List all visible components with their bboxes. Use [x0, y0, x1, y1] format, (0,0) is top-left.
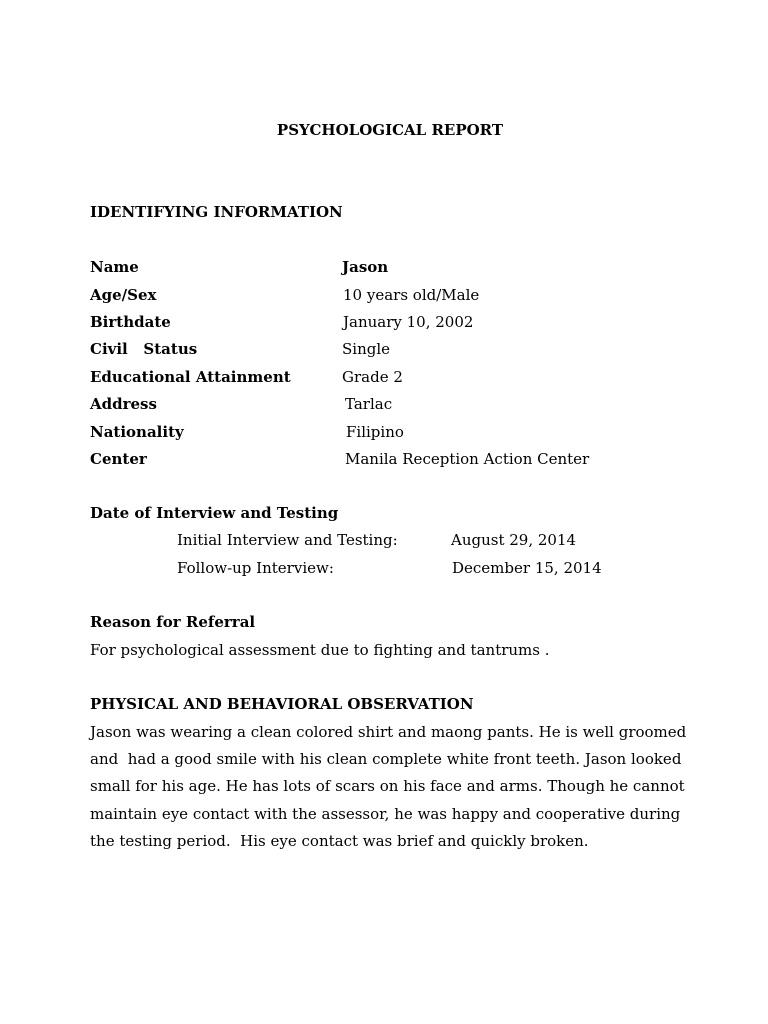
observation-line: maintain eye contact with the assessor, he was happy and cooperative during — [90, 805, 681, 823]
field-value-civil-status: Single — [342, 340, 391, 358]
identifying-heading: IDENTIFYING INFORMATION — [90, 203, 343, 221]
field-value-address: Tarlac — [345, 395, 393, 413]
observation-line: Jason was wearing a clean colored shirt and maong pants. He is well groomed — [90, 723, 687, 741]
observation-line: small for his age. He has lots of scars on his face and arms. Though he cannot — [90, 777, 685, 795]
interview-followup-date: December 15, 2014 — [452, 559, 602, 577]
interview-followup-label: Follow-up Interview: — [177, 559, 334, 577]
observation-line: and had a good smile with his clean complete white front teeth. Jason looked — [90, 750, 682, 768]
observation-heading: PHYSICAL AND BEHAVIORAL OBSERVATION — [90, 695, 474, 713]
referral-text: For psychological assessment due to fighting and tantrums . — [90, 641, 550, 659]
field-value-center: Manila Reception Action Center — [345, 450, 590, 468]
field-value-birthdate: January 10, 2002 — [343, 313, 474, 331]
field-label-educational-attainment: Educational Attainment — [90, 368, 291, 386]
interview-initial-label: Initial Interview and Testing: — [177, 531, 398, 549]
field-value-educational-attainment: Grade 2 — [342, 368, 403, 386]
field-label-civil-status: Civil Status — [90, 340, 198, 358]
field-label-name: Name — [90, 258, 139, 276]
field-value-nationality: Filipino — [346, 423, 404, 441]
referral-heading: Reason for Referral — [90, 613, 256, 631]
observation-line: the testing period. His eye contact was brief and quickly broken. — [90, 832, 589, 850]
field-label-age-sex: Age/Sex — [90, 286, 157, 304]
interview-initial-date: August 29, 2014 — [451, 531, 577, 549]
field-label-center: Center — [90, 450, 147, 468]
field-label-nationality: Nationality — [90, 423, 184, 441]
field-label-address: Address — [90, 395, 157, 413]
interview-heading: Date of Interview and Testing — [90, 504, 339, 522]
report-title: PSYCHOLOGICAL REPORT — [276, 121, 504, 139]
field-value-name: Jason — [342, 258, 389, 276]
field-value-age-sex: 10 years old/Male — [343, 286, 480, 304]
field-label-birthdate: Birthdate — [90, 313, 171, 331]
